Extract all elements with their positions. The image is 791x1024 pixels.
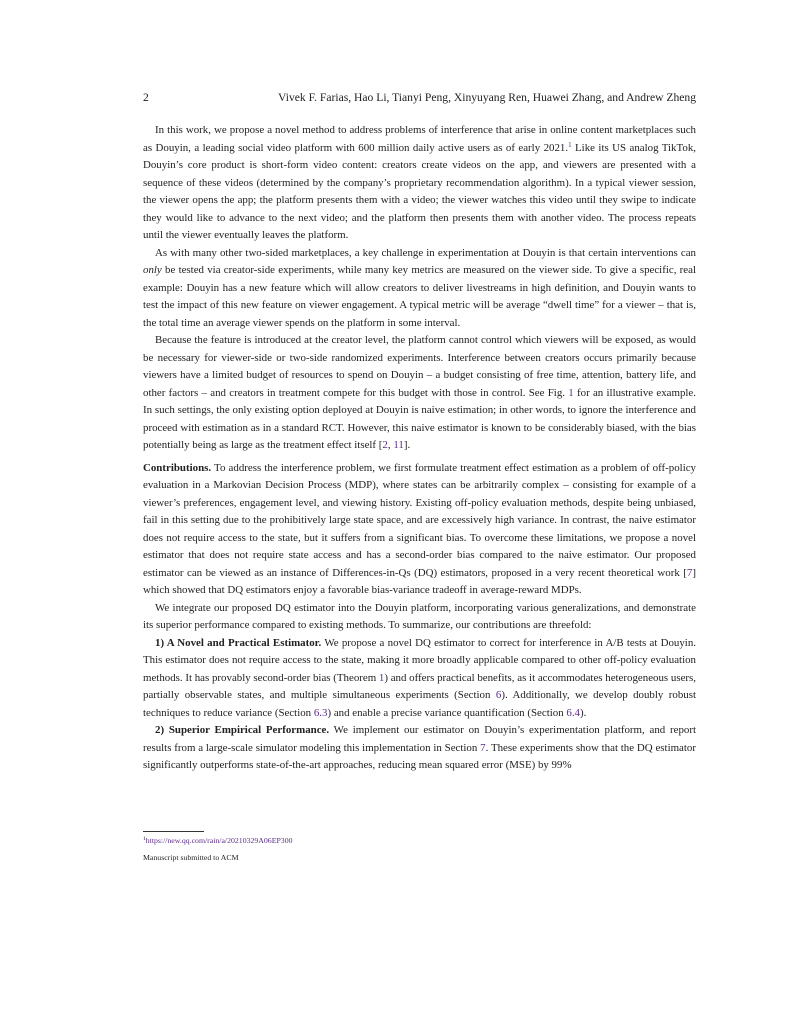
paragraph-contribution-1: 1) A Novel and Practical Estimator. We propose a novel DQ estimator to correct for interference in A/B tests at Douyin. This estimator does not require access to the state, making it more broadly applicable compared to other off-policy evaluation methods. It has provably second-order bias (Theorem 1) and offers practical benefits, as it accommodates heterogeneous users, partially observable states, and multiple simultaneous experiments (Section 6). Additionally, we develop doubly robust techniques to reduce variance (Section 6.3) and enable a precise variance quantification (Section 6.4). [143,636,696,719]
footnote-url-link[interactable]: https://new.qq.com/rain/a/20210329A06EP300 [145,836,293,845]
footnote [143,835,696,847]
section-ref-link[interactable]: 6.3 [313,706,328,719]
contributions-heading: Contributions. [143,461,212,474]
running-header [143,90,696,106]
paragraph-challenge: As with many other two-sided marketplaces, a key challenge in experimentation at Douyin is that certain interventions can only be tested via creator-side experiments, while many key metrics are measured on the viewer side. To give a specific, real example: Douyin has a new feature which will allow creators to deliver livestreams in high definition, and Douyin wants to test the impact of this new feature on viewer engagement. A typical metric will be average “dwell time” for a viewer – that is, the total time an average viewer spends on the platform in some interval. [143,246,696,329]
paragraph-contribution-2: 2) Superior Empirical Performance. We implement our estimator on Douyin’s experimentation platform, and report results from a large-scale simulator modeling this implementation in Section 7. These experiments show that the DQ estimator significantly outperforms state-of-the-art approaches, reducing mean squared error (MSE) by 99% [143,724,696,771]
emphasis-only: only [143,264,162,276]
paragraph-interference: Because the feature is introduced at the creator level, the platform cannot control which viewers will be exposed, as would be necessary for viewer-side or two-side randomized experiments. Interference between creators occurs primarily because viewers have a limited budget of resources to spend on Douyin – a budget consisting of free time, attention, battery life, and other factors – and creators in treatment compete for this budget with those in control. See Fig. 1 for an illustrative example. In such settings, the only existing option deployed at Douyin is naive estimation; in other words, to ignore the interference and proceed with estimation as in a standard RCT. However, this naive estimator is known to be considerably biased, with the bias potentially being as large as the treatment effect itself [2, 11]. [143,334,696,451]
contribution-2-heading: 2) Superior Empirical Performance. [155,724,330,736]
main-text [143,122,696,775]
section-ref-link[interactable]: 6.4 [566,706,580,719]
paragraph-intro: In this work, we propose a novel method to address problems of interference that arise in online content marketplaces such as Douyin, a leading social video platform with 600 million daily active users as of early 2021.$^1$ Like its US analog TikTok, Douyin’s core product is short-form video content: creators create videos on the app, and viewers are presented with a sequence of these videos (determined by the company’s proprietary recommendation algorithm). In a typical viewer session, the viewer opens the app; the platform presents them with a video; the viewer watches this video until they swipe to indicate they would like to advance to the next video; and the platform then presents them with another video. The process repeats until the viewer eventually leaves the platform. [143,124,696,241]
paragraph-contributions: Contributions. To address the interference problem, we first formulate treatment effect estimation as a problem of off-policy evaluation in a Markovian Decision Process (MDP), where states can be arbitrarily complex – consisting for example of a viewer’s preferences, engagement level, and viewing history. Existing off-policy evaluation methods, despite being unbiased, fail in this setting due to the prohibitively large state space, and are excessively high variance. In contrast, the naive estimator does not require access to the state, but it suffers from a significant bias. To overcome these limitations, we propose a novel estimator that does not require state access and has a second-order bias compared to the naive estimator. Our proposed estimator can be viewed as an instance of Differences-in-Qs (DQ) estimators, proposed in a very recent theoretical work [7] which showed that DQ estimators enjoy a favorable bias-variance tradeoff in average-reward MDPs. [143,461,696,596]
citation-link[interactable]: 7 [686,566,693,579]
theorem-ref-link[interactable]: 1 [378,671,385,684]
citation-link[interactable]: 2 [382,439,388,451]
author-list: Vivek F. Farias, Hao Li, Tianyi Peng, Xinyuyang Ren, Huawei Zhang, and Andrew Zheng [278,91,696,104]
figure-ref-link[interactable]: 1 [568,386,574,399]
footnote-number: 1 [143,836,146,842]
paragraph-integration: We integrate our proposed DQ estimator into the Douyin platform, incorporating various generalizations, and demonstrate its superior performance compared to existing methods. To summarize, our contributions are threefold: [143,601,696,631]
section-ref-link[interactable]: 6 [495,689,502,701]
footnote-marker-link[interactable]: 1 [568,140,572,149]
contribution-1-heading: 1) A Novel and Practical Estimator. [155,636,322,649]
section-ref-link[interactable]: 7 [480,741,486,754]
page-number: 2 [143,91,149,104]
citation-link[interactable]: 11 [393,439,404,451]
manuscript-note: Manuscript submitted to ACM [143,853,239,862]
footnote-rule [143,831,204,832]
